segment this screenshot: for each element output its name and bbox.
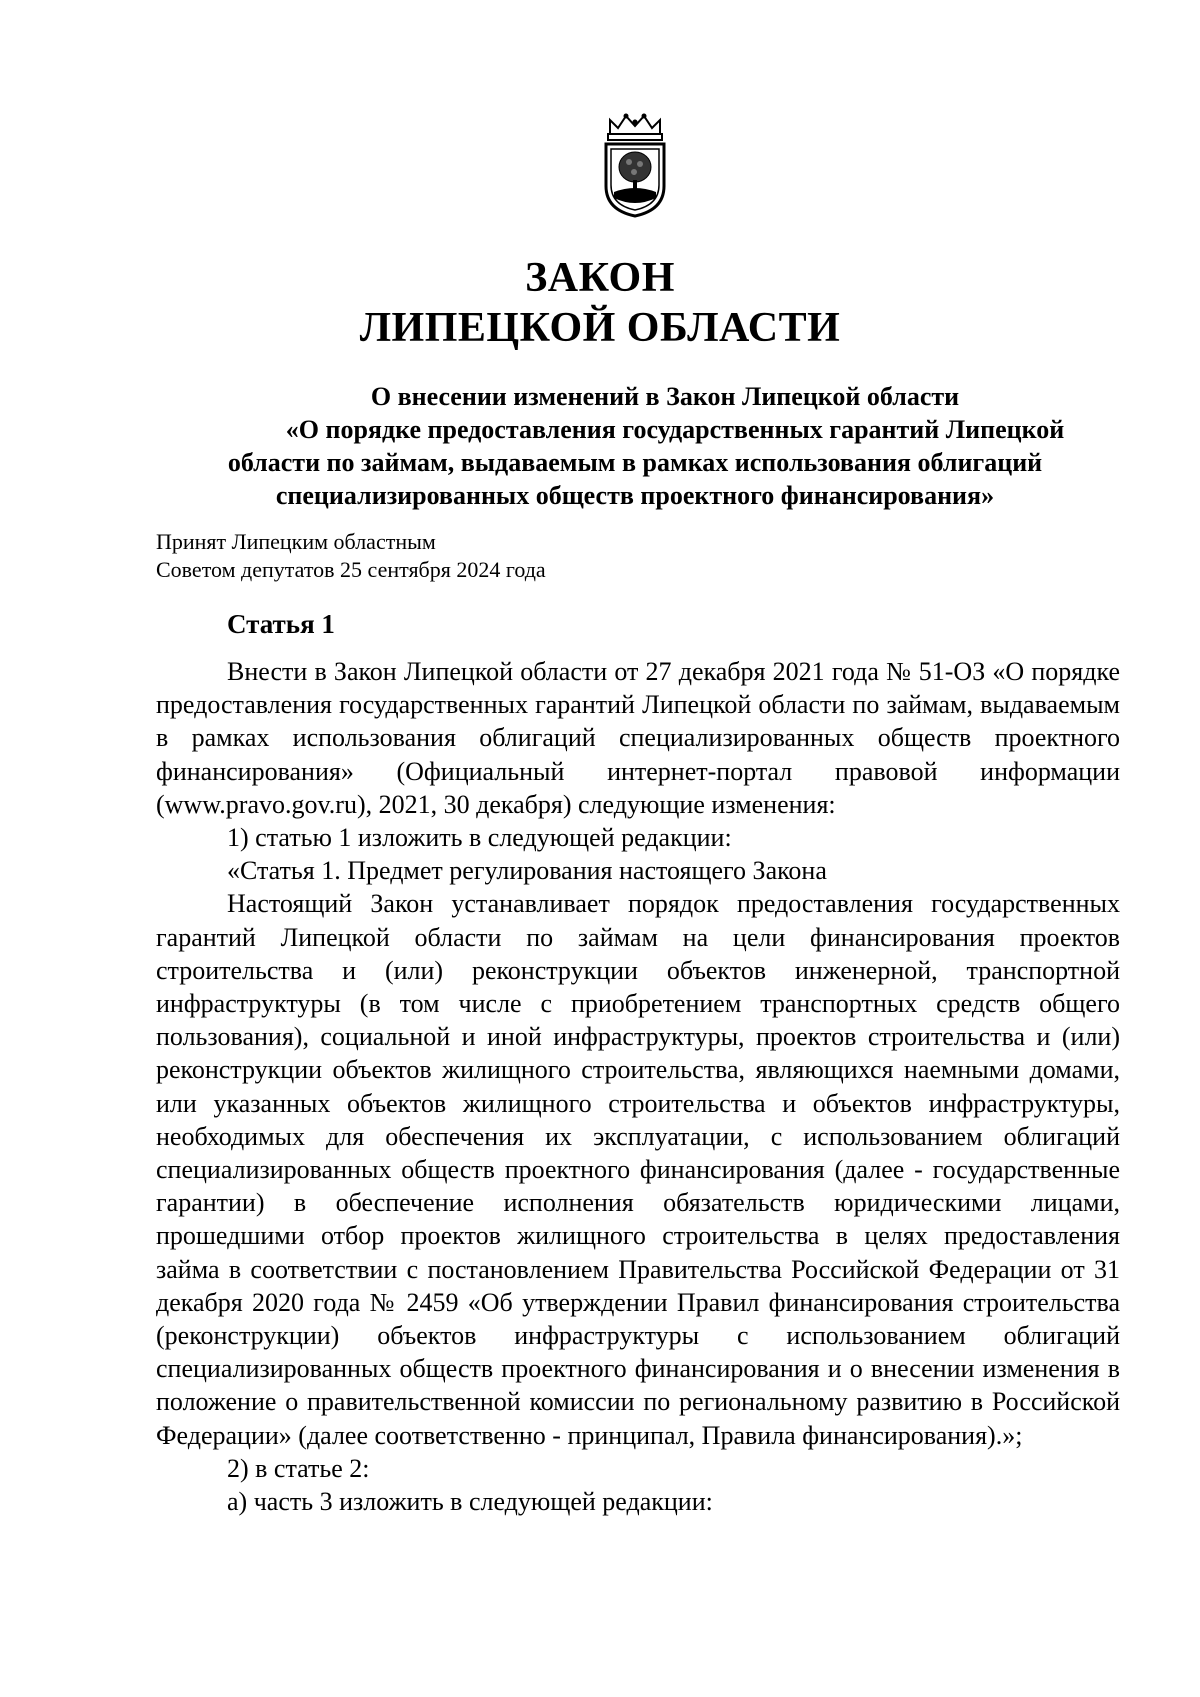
paragraph-item-1: 1) статью 1 изложить в следующей редакции: xyxy=(227,823,732,853)
adopted-line-1: Принят Липецким областным xyxy=(156,529,436,554)
paragraph-item-2a: а) часть 3 изложить в следующей редакции: xyxy=(227,1487,713,1517)
paragraph-item-2: 2) в статье 2: xyxy=(227,1453,370,1483)
paragraph-article-1-heading: «Статья 1. Предмет регулирования настоящего Закона xyxy=(227,856,827,886)
subtitle-line-1: О внесении изменений в Закон Липецкой области xyxy=(370,382,960,411)
subtitle-line-3: области по займам, выдаваемым в рамках использования облигаций xyxy=(227,448,1043,477)
coat-of-arms-icon xyxy=(596,112,674,220)
subtitle-line-2: «О порядке предоставления государственных гарантий Липецкой xyxy=(285,415,1065,444)
adopted-line-2: Советом депутатов 25 сентября 2024 года xyxy=(156,557,546,582)
article-body xyxy=(156,655,1120,1518)
document-title-line-2: ЛИПЕЦКОЙ ОБЛАСТИ xyxy=(359,305,841,351)
document-title-line-1: ЗАКОН xyxy=(525,255,675,301)
paragraph-intro: Внести в Закон Липецкой области от 27 декабря 2021 года № 51-ОЗ «О порядке предоставления государственных гарантий Липецкой области по займам, выдаваемым в рамках использования облигаций специализированных обществ проектного финансирования» (Официальный интернет-портал правовой информации (www.pravo.gov.ru), 2021, 30 декабря) следующие изменения: xyxy=(156,657,1120,819)
paragraph-article-1-text: Настоящий Закон устанавливает порядок предоставления государственных гарантий Липецкой области по займам на цели финансирования проектов строительства и (или) реконструкции объектов инженерной, транспортной инфраструктуры (в том числе с приобретением транспортных средств общего пользования), социальной и иной инфраструктуры, проектов строительства и (или) реконструкции объектов жилищного строительства, являющихся наемными домами, или указанных объектов жилищного строительства и объектов инфраструктуры, необходимых для обеспечения их эксплуатации, с использованием облигаций специализированных обществ проектного финансирования (далее - государственные гарантии) в обеспечение исполнения обязательств юридическими лицами, прошедшими отбор проектов жилищного строительства в целях предоставления займа в соответствии с постановлением Правительства Российской Федерации от 31 декабря 2020 года № 2459 «Об утверждении Правил финансирования строительства (реконструкции) объектов инфраструктуры с использованием облигаций специализированных обществ проектного финансирования и о внесении изменения в положение о правительственной комиссии по региональному развитию в Российской Федерации» (далее соответственно - принципал, Правила финансирования).»; xyxy=(156,889,1120,1450)
subtitle-line-4: специализированных обществ проектного финансирования» xyxy=(275,481,995,510)
article-heading: Статья 1 xyxy=(227,609,335,639)
